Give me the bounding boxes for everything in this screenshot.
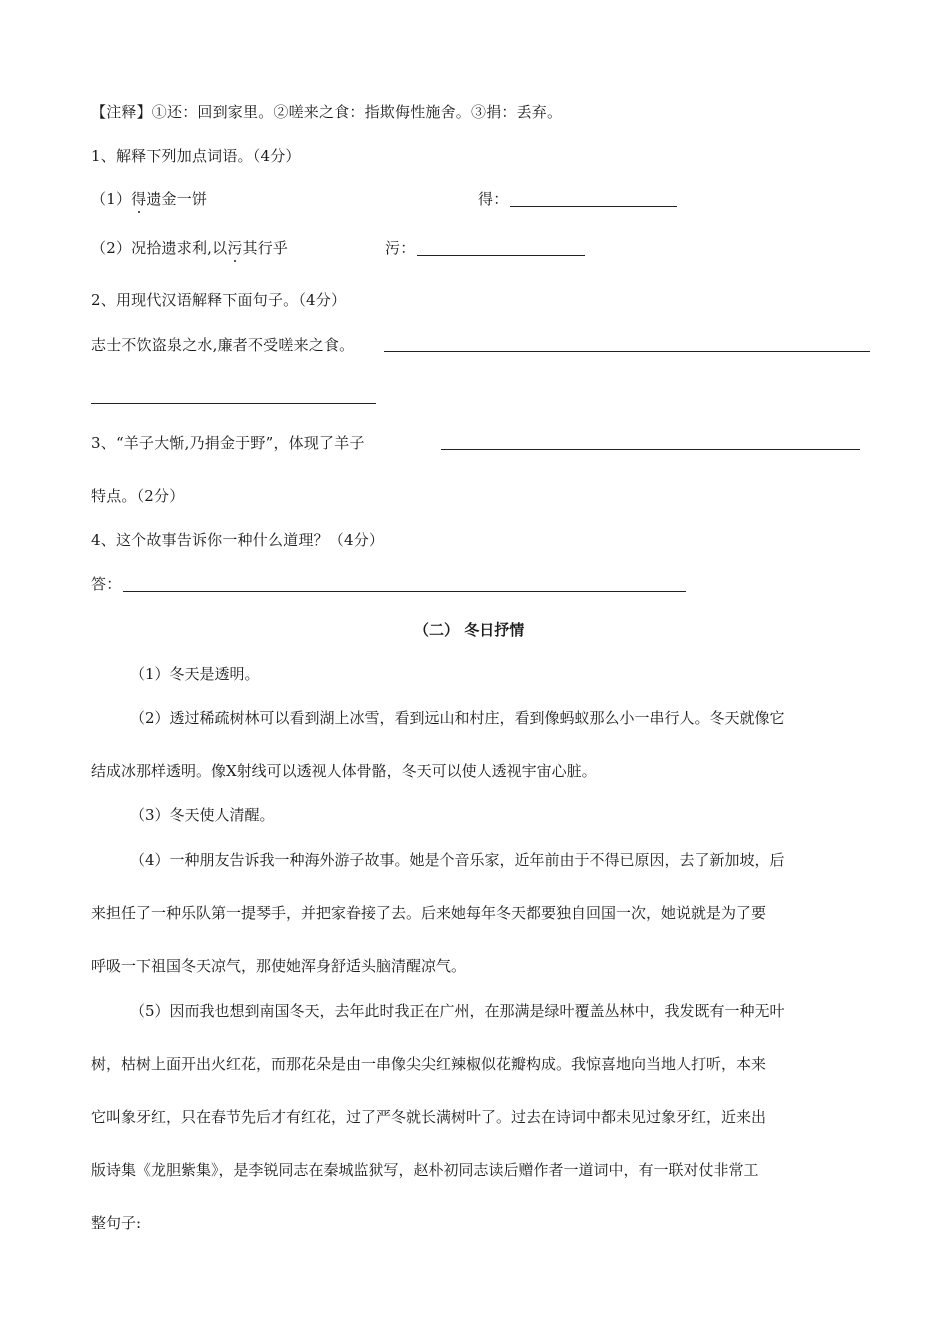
question-1-item-1	[91, 189, 207, 209]
paragraph-4-line-1: （4）一种朋友告诉我一种海外游子故事。她是个音乐家，近年前由于不得已原因，去了新加坡，后	[130, 851, 785, 869]
paragraph-2-line-2: 结成冰那样透明。像X射线可以透视人体骨骼，冬天可以使人透视宇宙心脏。	[91, 762, 597, 780]
question-1-heading: 1、解释下列加点词语。（4分）	[91, 147, 301, 165]
answer-blank-5[interactable]	[441, 449, 860, 450]
paragraph-5-line-1: （5）因而我也想到南国冬天，去年此时我正在广州，在那满是绿叶覆盖丛林中，我发既有一种无叶	[130, 1002, 785, 1020]
item-prefix: （2）况拾遗求利,以	[91, 239, 228, 257]
question-4-heading: 4、这个故事告诉你一种什么道理？（4分）	[91, 531, 385, 549]
dotted-word: 污	[227, 239, 243, 257]
question-4-answer-label: 答：	[91, 575, 122, 593]
answer-blank-1[interactable]	[510, 206, 677, 207]
paragraph-2-line-1: （2）透过稀疏树林可以看到湖上冰雪，看到远山和村庄，看到像蚂蚁那么小一串行人。冬天就像它	[130, 709, 785, 727]
answer-blank-2[interactable]	[417, 255, 585, 256]
question-2-heading: 2、用现代汉语解释下面句子。（4分）	[91, 291, 347, 309]
question-1-item-2-label: 污：	[385, 239, 416, 257]
answer-blank-6[interactable]	[123, 591, 686, 592]
answer-blank-4[interactable]	[91, 403, 376, 404]
question-2-sentence: 志士不饮盗泉之水,廉者不受嗟来之食。	[91, 336, 355, 354]
paragraph-5-line-3: 它叫象牙红，只在春节先后才有红花，过了严冬就长满树叶了。过去在诗词中都未见过象牙红，近来出	[91, 1108, 767, 1126]
item-rest: 遗金一饼	[146, 190, 208, 208]
paragraph-5-line-5: 整句子:	[91, 1214, 142, 1232]
paragraph-5-line-4: 版诗集《龙胆紫集》，是李锐同志在秦城监狱写，赵朴初同志读后赠作者一道词中，有一联对仗非常工	[91, 1161, 759, 1179]
question-1-item-1-label: 得：	[478, 190, 509, 208]
paragraph-3: （3）冬天使人清醒。	[130, 806, 275, 824]
paragraph-4-line-3: 呼吸一下祖国冬天凉气，那使她浑身舒适头脑清醒凉气。	[91, 957, 467, 975]
paragraph-4-line-2: 来担任了一种乐队第一提琴手，并把家眷接了去。后来她每年冬天都要独自回国一次，她说就是为了要	[91, 904, 767, 922]
question-3-text: 3、“羊子大惭,乃捐金于野”，体现了羊子	[91, 434, 365, 452]
dotted-word: 得	[131, 190, 147, 208]
item-rest: 其行乎	[242, 239, 289, 257]
answer-blank-3[interactable]	[384, 351, 870, 352]
item-prefix: （1）	[91, 190, 132, 208]
paragraph-5-line-2: 树，枯树上面开出火红花，而那花朵是由一串像尖尖红辣椒似花瓣构成。我惊喜地向当地人打听，本来	[91, 1055, 767, 1073]
section-title: （二） 冬日抒情	[414, 621, 525, 639]
question-3-tail: 特点。（2分）	[91, 487, 185, 505]
annotation-note: 【注释】①还：回到家里。②嗟来之食：指欺侮性施舍。③捐：丢弃。	[91, 103, 563, 121]
paragraph-1: （1）冬天是透明。	[130, 665, 260, 683]
question-1-item-2	[91, 238, 288, 258]
